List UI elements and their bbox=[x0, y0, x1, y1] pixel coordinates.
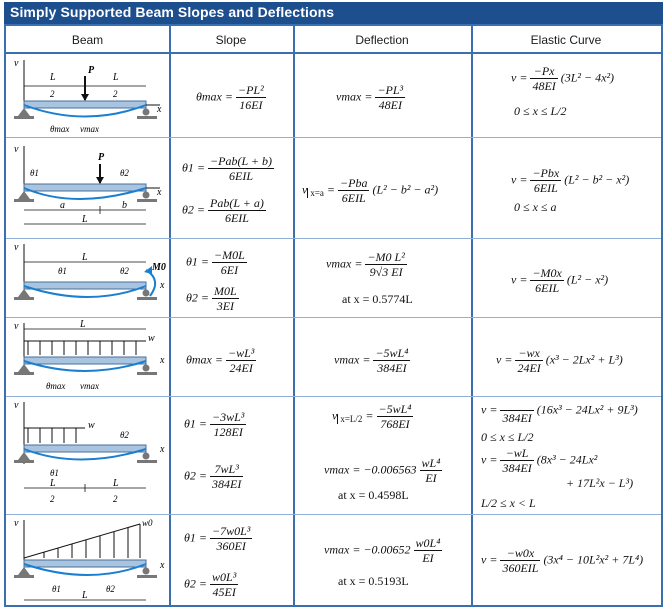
deflection-location-row3: at x = 0.5774L bbox=[342, 292, 413, 306]
curve-formula-row3: v = $\frac{-M0x}{\text{6EIL}}$ (L² − x²) bbox=[511, 266, 609, 295]
svg-text:L: L bbox=[82, 214, 88, 225]
svg-text:w: w bbox=[88, 420, 95, 431]
svg-text:P: P bbox=[88, 65, 95, 76]
deflection-location-row6: at x = 0.5193L bbox=[338, 574, 409, 588]
curve-formula-row5-part2-cont: + 17L²x − L³) bbox=[566, 476, 634, 490]
svg-text:θmax: θmax bbox=[50, 124, 70, 134]
svg-text:v: v bbox=[14, 321, 19, 332]
svg-text:L: L bbox=[82, 590, 88, 601]
svg-text:θ1: θ1 bbox=[52, 584, 61, 594]
slope-formula-row4: θmax = $\frac{\text{−wL³}}{24EI}$ bbox=[186, 346, 255, 375]
slope-formula-row1: θmax = $\frac{\text{−PL²}}{16EI}$ bbox=[196, 83, 264, 112]
column-divider bbox=[169, 26, 171, 605]
row-divider bbox=[6, 317, 661, 318]
svg-text:v: v bbox=[14, 58, 19, 69]
row-divider bbox=[6, 238, 661, 239]
curve-formula-row6: v = $\frac{-w0x}{\text{360EIL}}$ (3x⁴ − 10L²x² + 7L⁴) bbox=[481, 546, 644, 575]
svg-text:a: a bbox=[60, 200, 65, 211]
svg-text:x: x bbox=[160, 560, 165, 571]
svg-text:L: L bbox=[113, 72, 119, 83]
curve-formula-row1: v = $\frac{-Px}{48EI}$ (3L² − 4x²) bbox=[511, 64, 615, 93]
svg-text:L: L bbox=[113, 478, 119, 489]
row-divider bbox=[6, 137, 661, 138]
header-beam: Beam bbox=[6, 26, 169, 54]
deflection-formula-row4: vmax = $\frac{\text{−5wL⁴}}{384EI}$ bbox=[334, 346, 409, 375]
curve-range-row1: 0 ≤ x ≤ L/2 bbox=[514, 104, 567, 118]
slope-formula-row6-theta1: θ1 = $\frac{\text{−7w0L³}}{360EI}$ bbox=[184, 524, 251, 553]
svg-text:b: b bbox=[122, 200, 127, 211]
svg-text:M0: M0 bbox=[152, 262, 166, 273]
curve-range-row5-part1: 0 ≤ x ≤ L/2 bbox=[481, 430, 534, 444]
curve-range-row5-part2: L/2 ≤ x < L bbox=[481, 496, 536, 510]
table-title: Simply Supported Beam Slopes and Deflections bbox=[4, 2, 663, 24]
svg-text:θ1: θ1 bbox=[58, 266, 67, 276]
slope-formula-row3-theta2: θ2 = $\frac{M0L}{3EI}$ bbox=[186, 284, 237, 313]
svg-text:L: L bbox=[50, 72, 56, 83]
header-deflection: Deflection bbox=[293, 26, 471, 54]
curve-formula-row4: v = $\frac{-wx}{24EI}$ (x³ − 2Lx² + L³) bbox=[496, 346, 623, 375]
beam-diagram-half-uniform-load bbox=[10, 398, 166, 512]
svg-text:θ1: θ1 bbox=[50, 468, 59, 478]
curve-formula-row5-part2: v = $\frac{-wL}{384EI}$ (8x³ − 24Lx² bbox=[481, 446, 598, 475]
curve-formula-row2: v = $\frac{\text{−Pbx}}{\text{6EIL}}$ (L² − b² − x²) bbox=[511, 166, 630, 195]
column-divider bbox=[471, 26, 473, 605]
slope-formula-row5-theta1: θ1 = $\frac{\text{−3wL³}}{128EI}$ bbox=[184, 410, 245, 439]
slope-formula-row3-theta1: θ1 = $\frac{-M0L}{6EI}$ bbox=[186, 248, 245, 277]
svg-text:L: L bbox=[80, 319, 86, 330]
deflection-max-row5: vmax = −0.006563 $\frac{\text{wL⁴}}{EI}$ bbox=[324, 456, 441, 485]
deflection-formula-row2: v $_{x=a}$ = $\frac{\text{−Pba}}{\text{6EIL}}$ (L² − b² − a²) bbox=[302, 176, 439, 205]
svg-text:w0: w0 bbox=[142, 518, 153, 528]
column-divider bbox=[293, 26, 295, 605]
slope-formula-row2-theta2: θ2 = $\frac{\text{Pab(L + a)}}{\text{6EIL}}$ bbox=[182, 196, 264, 225]
beam-diagram-point-load-center bbox=[10, 56, 166, 136]
deflection-location-row5: at x = 0.4598L bbox=[338, 488, 409, 502]
svg-text:P: P bbox=[98, 152, 105, 163]
svg-text:L: L bbox=[82, 252, 88, 263]
deflection-formula-row1: vmax = $\frac{\text{−PL³}}{48EI}$ bbox=[336, 83, 404, 112]
beam-diagram-point-load-offset bbox=[10, 140, 166, 236]
curve-formula-row5-part1: v = 384EI (16x³ − 24Lx² + 9L³) bbox=[481, 396, 638, 425]
deflection-formula-row6: vmax = −0.00652 $\frac{\text{w0L⁴}}{EI}$ bbox=[324, 536, 441, 565]
svg-text:θ1: θ1 bbox=[30, 168, 39, 178]
slope-formula-row6-theta2: θ2 = $\frac{\text{w0L³}}{45EI}$ bbox=[184, 570, 237, 599]
header-slope: Slope bbox=[169, 26, 293, 54]
header-elastic-curve: Elastic Curve bbox=[471, 26, 661, 54]
svg-text:v: v bbox=[14, 144, 19, 155]
svg-text:θ2: θ2 bbox=[106, 584, 115, 594]
svg-text:vmax: vmax bbox=[80, 124, 99, 134]
deflection-formula-row5: v $_{x=L/2}$ = $\frac{\text{−5wL⁴}}{768EI}$ bbox=[332, 402, 412, 431]
svg-text:2: 2 bbox=[113, 89, 118, 99]
svg-text:θ2: θ2 bbox=[120, 430, 129, 440]
row-divider bbox=[6, 514, 661, 515]
svg-text:v: v bbox=[14, 242, 19, 253]
curve-range-row2: 0 ≤ x ≤ a bbox=[514, 200, 557, 214]
svg-text:x: x bbox=[160, 355, 165, 366]
svg-text:v: v bbox=[14, 400, 19, 411]
slope-formula-row2-theta1: θ1 = $\frac{\text{−Pab(L + b)}}{\text{6EIL}}$ bbox=[182, 154, 272, 183]
svg-text:w: w bbox=[148, 333, 155, 344]
beam-diagram-end-moment bbox=[10, 240, 166, 316]
svg-text:v: v bbox=[14, 518, 19, 529]
svg-text:2: 2 bbox=[50, 494, 55, 504]
svg-text:θ2: θ2 bbox=[120, 266, 129, 276]
slope-formula-row5-theta2: θ2 = $\frac{\text{7wL³}}{384EI}$ bbox=[184, 462, 242, 491]
svg-text:θmax: θmax bbox=[46, 381, 66, 391]
beam-diagram-triangular-load bbox=[10, 516, 166, 606]
svg-text:x: x bbox=[160, 444, 165, 455]
beam-diagram-uniform-load bbox=[10, 319, 166, 395]
beam-table bbox=[4, 24, 663, 607]
svg-text:L: L bbox=[50, 478, 56, 489]
svg-text:2: 2 bbox=[113, 494, 118, 504]
svg-text:2: 2 bbox=[50, 89, 55, 99]
svg-text:x: x bbox=[157, 104, 162, 115]
svg-text:θ2: θ2 bbox=[120, 168, 129, 178]
svg-text:vmax: vmax bbox=[80, 381, 99, 391]
svg-text:x: x bbox=[157, 187, 162, 198]
svg-text:x: x bbox=[160, 280, 165, 291]
deflection-formula-row3: vmax = $\frac{\text{−M0 L²}}{9√3 EI}$ bbox=[326, 250, 405, 279]
